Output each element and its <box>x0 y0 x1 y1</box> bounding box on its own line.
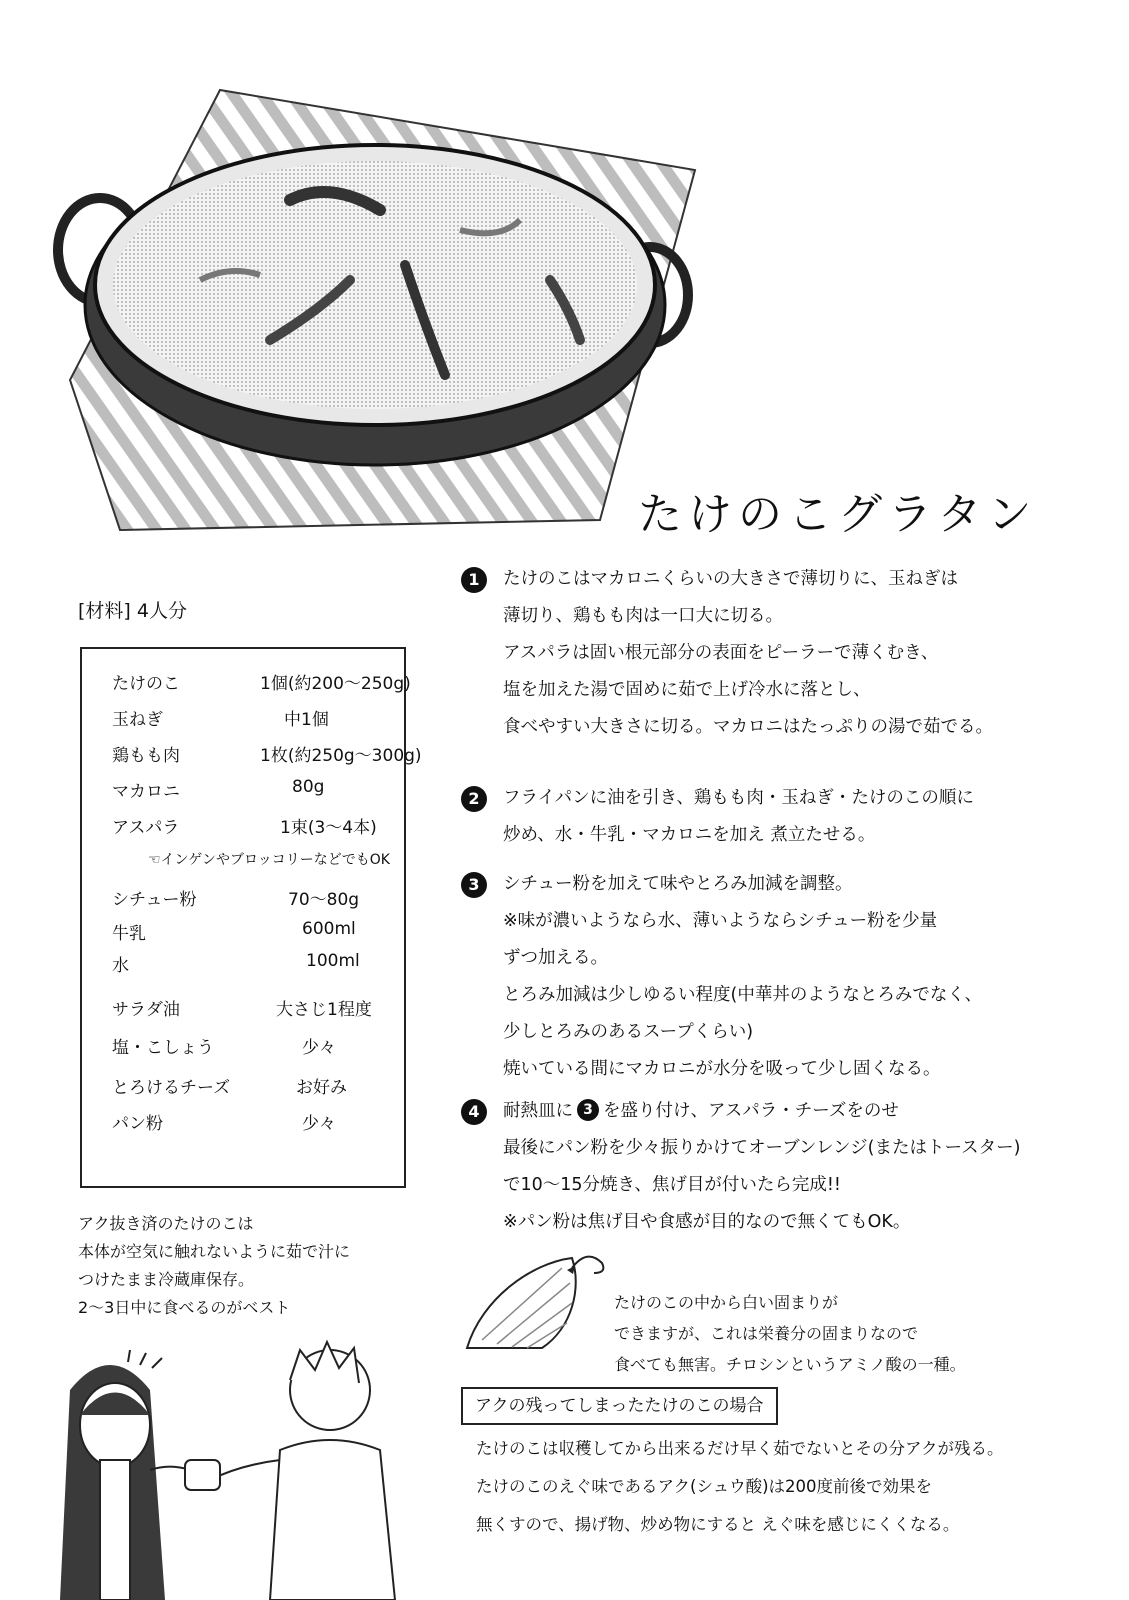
characters-illustration <box>30 1330 440 1600</box>
step-number-badge: 4 <box>461 1099 487 1125</box>
bamboo-shoot-illustration <box>462 1248 612 1358</box>
gratin-illustration <box>40 80 720 540</box>
ingredients-box: たけのこ 1個(約200～250g) 玉ねぎ 中1個 鶏もも肉 1枚(約250g～300g) マカロニ 80g アスパラ 1束(3～4本) ☜インゲンやブロッコリーなどでもOK シチュー粉 70～80g 牛乳 600ml 水 100ml サラダ油 大さじ1程度 塩・こしょう 少々 とろけるチーズ お好み パン粉 少々 <box>80 647 406 1188</box>
bamboo-white-lump-note: たけのこの中から白い固まりが できますが、これは栄養分の固まりなので 食べても無害。チロシンというアミノ酸の一種。 <box>614 1293 966 1374</box>
aku-section-title: アクの残ってしまったたけのこの場合 <box>461 1387 778 1425</box>
aku-section-text: たけのこは収穫してから出来るだけ早く茹でないとその分アクが残る。 たけのこのえぐ味であるアク(シュウ酸)は200度前後で効果を 無くすので、揚げ物、炒め物にすると えぐ味を感じにくくなる。 <box>476 1439 1004 1534</box>
ingredients-header: [材料] 4人分 <box>78 600 187 622</box>
step-number-badge: 3 <box>461 872 487 898</box>
step-reference-badge: 3 <box>577 1099 599 1121</box>
storage-memo: アク抜き済のたけのこは 本体が空気に触れないように茹で汁に つけたまま冷蔵庫保存。 2～3日中に食べるのがベスト <box>78 1214 351 1317</box>
page-title: たけのこグラタン <box>638 489 1038 540</box>
step-number-badge: 1 <box>461 567 487 593</box>
step-number-badge: 2 <box>461 786 487 812</box>
asparagus-substitute-note: ☜インゲンやブロッコリーなどでもOK <box>148 852 390 868</box>
